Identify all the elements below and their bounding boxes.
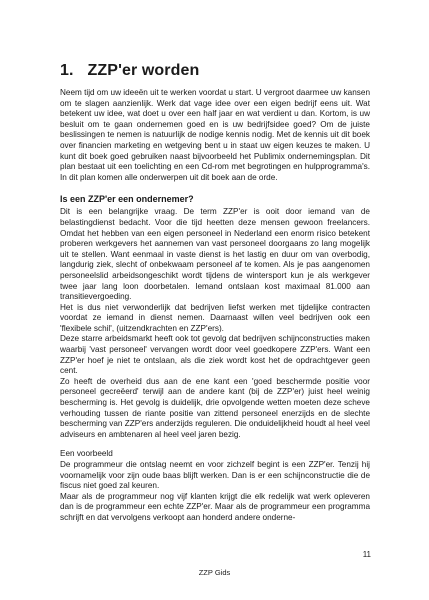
running-footer-title: ZZP Gids — [198, 568, 231, 577]
section-paragraph-3: Deze starre arbeidsmarkt heeft ook tot gevolg dat bedrijven schijnconstructies maken waarbij 'vast personeel' vervangen wordt door veel goedkopere ZZP'ers. Want een ZZP'er hoef je niet te ontslaan, als die ziek wordt kost het de opdrachtgever geen cent. — [60, 334, 370, 376]
example-paragraph-1: De programmeur die ontslag neemt en voor zichzelf begint is een ZZP'er. Tenzij hij voornamelijk voor zijn oude baas blijft werken. Dan is er een schijnconstructie die de fiscus niet goed zal keuren. — [60, 460, 370, 491]
section-paragraph-1: Dit is een belangrijke vraag. De term ZZP'er is ooit door iemand van de belastingdienst bedacht. Voor die tijd heetten deze mensen gewoon freelancers. Omdat het hebben van een eigen personeel in Nederland een enorm risico betekent proberen werkgevers het aannemen van vast personeel doorgaans zo lang mogelijk uit te stellen. Want eenmaal in vaste dienst is het lastig en duur om van overbodig, langdurig ziek, slecht of onbekwaam personeel af te komen. Als je pas aangenomen personeelslid arbeidsongeschikt wordt tijdens de wintersport kun je als werkgever twee jaar lang loon doorbetalen. Iemand ontslaan kost maximaal 81.000 aan transitievergoeding. — [60, 207, 370, 302]
chapter-title: ZZP'er worden — [87, 62, 200, 79]
chapter-heading — [60, 62, 370, 80]
section-paragraph-2: Het is dus niet verwonderlijk dat bedrijven liefst werken met tijdelijke contracten voordat ze iemand in dienst nemen. Daarnaast willen veel bedrijven ook een 'flexibele schil', (uitzendkrachten en ZZP'ers). — [60, 302, 370, 333]
intro-paragraph: Neem tijd om uw ideeën uit te werken voordat u start. U vergroot daarmee uw kansen om te slagen aanzienlijk. Werk dat vage idee over een eigen bedrijf eens uit. Wat betekent uw idee, wat doet u over een half jaar en wat verdient u dan. Kortom, is uw besluit om te gaan ondernemen goed en is uw bedrijfsidee goed? Om de juiste beslissingen te nemen is natuurlijk de nodige kennis nodig. Met de kennis uit dit boek over financien marketing en wetgeving bent u in staat uw eigen keuzes te maken. U kunt dit boek goed gebruiken naast bijvoorbeeld het Publimix ondernemingsplan. Dit plan bestaat uit een toelichting en een Cd-rom met begrotingen en hulpprogramma's. In dit plan komen alle onderwerpen uit dit boek aan de orde. — [60, 88, 370, 182]
page-body — [60, 62, 370, 524]
example-paragraph-2: Maar als de programmeur nog vijf klanten krijgt die elk redelijk wat werk opleveren dan is de programmeur een echte ZZP'er. Maar als de programmeur een programma schrijft en dat vervolgens verkoopt aan honderd andere onderne- — [60, 491, 370, 522]
page-number: 11 — [362, 550, 371, 559]
section-heading: Is een ZZP'er een ondernemer? — [60, 194, 194, 205]
section-paragraph-4: Zo heeft de overheid dus aan de ene kant een 'goed beschermde positie voor personeel gecreëerd' terwijl aan de andere kant (bij de ZZP'er) juist heel weinig bescherming is. Het gevolg is duidelijk, drie opvolgende wetten moeten deze scheve verhouding tussen de riante positie van zittend personeel enerzijds en de slechte bescherming van ZZP'ers anderzijds reguleren. Die onduidelijkheid houdt al heel veel adviseurs en ambtenaren al heel veel jaren bezig. — [60, 376, 370, 439]
example-heading: Een voorbeeld — [60, 449, 113, 459]
chapter-number: 1. — [60, 62, 74, 79]
